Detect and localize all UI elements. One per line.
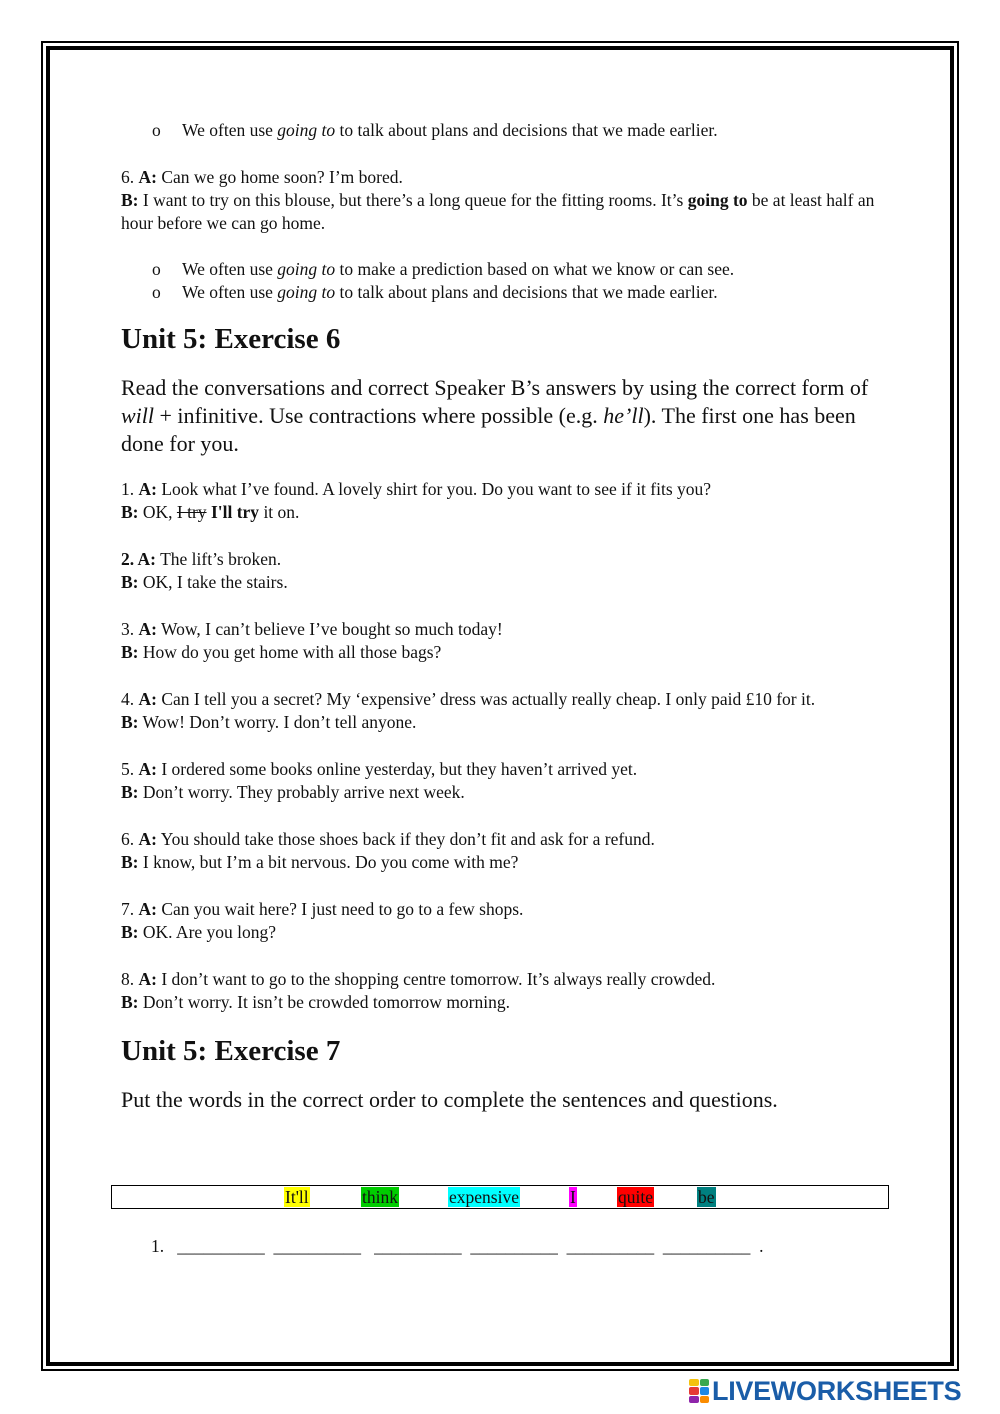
worksheet-content: [121, 119, 886, 1114]
dialogue-answer: B: I want to try on this blouse, but there’s a long queue for the fitting rooms. It’s going to be at least half an hour before we can go home.: [121, 190, 875, 233]
word-expensive[interactable]: expensive: [449, 1187, 519, 1207]
bullet-item: o We often use going to to make a prediction based on what we know or can see.: [152, 259, 735, 279]
liveworksheets-wordmark: LIVEWORKSHEETS: [712, 1375, 962, 1406]
answer-blanks-1[interactable]: 1. __________ __________ __________ __________ __________ __________ .: [151, 1236, 764, 1256]
bullet-marker: o: [152, 282, 161, 302]
word-quite[interactable]: quite: [618, 1187, 653, 1207]
liveworksheets-logo: [689, 1377, 961, 1405]
word-i[interactable]: I: [570, 1187, 576, 1207]
word-bank: [111, 1185, 889, 1209]
word-think[interactable]: think: [362, 1187, 398, 1207]
dialogue-item: 8. A: I don’t want to go to the shopping centre tomorrow. It’s always really crowded.: [121, 969, 716, 989]
exercise6-title: Unit 5: Exercise 6: [121, 323, 341, 355]
exercise6-instructions: Read the conversations and correct Speaker B’s answers by using the correct form of will + infinitive. Use contractions where possible (e.g. he’ll). The first one has been done for you.: [121, 375, 869, 456]
dialogue-item: 4. A: Can I tell you a secret? My ‘expensive’ dress was actually really cheap. I only paid £10 for it.: [121, 689, 816, 709]
bullet-item: o We often use going to to talk about plans and decisions that we made earlier.: [152, 282, 718, 302]
exercise7-title: Unit 5: Exercise 7: [121, 1035, 341, 1067]
dialogue-answer: B: OK, I try I'll try it on.: [121, 502, 300, 522]
dialogue-answer: B: Don’t worry. They probably arrive next week.: [121, 782, 465, 802]
dialogue-item: 6. A: You should take those shoes back if they don’t fit and ask for a refund.: [121, 829, 655, 849]
dialogue-item: 7. A: Can you wait here? I just need to go to a few shops.: [121, 899, 524, 919]
dialogue-item: 6. A: Can we go home soon? I’m bored.: [121, 167, 403, 187]
bullet-list: [121, 258, 886, 304]
word-itll[interactable]: It'll: [285, 1187, 309, 1207]
bullet-item: o We often use going to to talk about plans and decisions that we made earlier.: [152, 120, 718, 140]
dialogue-item: 3. A: Wow, I can’t believe I’ve bought so much today!: [121, 619, 503, 639]
dialogue-answer: B: I know, but I’m a bit nervous. Do you come with me?: [121, 852, 519, 872]
dialogue-item: 1. A: Look what I’ve found. A lovely shirt for you. Do you want to see if it fits you?: [121, 479, 712, 499]
word-be[interactable]: be: [698, 1187, 715, 1207]
exercise7-instructions: Put the words in the correct order to complete the sentences and questions.: [121, 1087, 778, 1112]
corrected-answer: I'll try: [206, 502, 260, 522]
bullet-marker: o: [152, 120, 161, 140]
bullet-list-top: [121, 119, 886, 142]
dialogue-item: 5. A: I ordered some books online yesterday, but they haven’t arrived yet.: [121, 759, 638, 779]
dialogue-answer: B: OK. Are you long?: [121, 922, 277, 942]
dialogue-answer: B: OK, I take the stairs.: [121, 572, 288, 592]
dialogue-answer: B: Don’t worry. It isn’t be crowded tomorrow morning.: [121, 992, 510, 1012]
bullet-marker: o: [152, 259, 161, 279]
struck-answer: I try: [176, 502, 207, 522]
dialogue-item: 2. A: The lift’s broken.: [121, 549, 282, 569]
liveworksheets-logo-icon: [689, 1379, 709, 1403]
dialogue-answer: B: Wow! Don’t worry. I don’t tell anyone.: [121, 712, 417, 732]
dialogue-answer: B: How do you get home with all those bags?: [121, 642, 442, 662]
